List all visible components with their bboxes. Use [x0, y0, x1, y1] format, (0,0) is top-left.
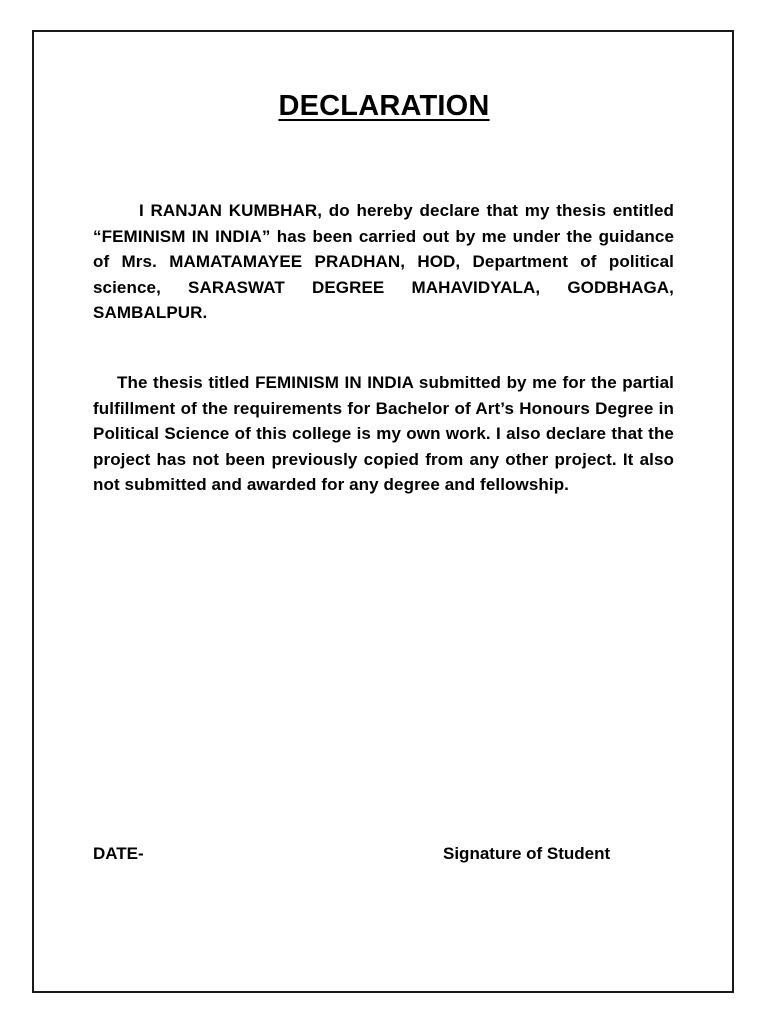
signature-label: Signature of Student: [443, 844, 611, 863]
declaration-paragraph-2: The thesis titled FEMINISM IN INDIA submitted by me for the partial fulfillment of the requirements for Bachelor of Art’s Honours Degree in Political Science of this college is my own work. I also declare that the project has not been previously copied from any other project. It also not submitted and awarded for any degree and fellowship.: [93, 373, 674, 495]
page-title: DECLARATION: [278, 90, 490, 122]
declaration-paragraph-1: I RANJAN KUMBHAR, do hereby declare that my thesis entitled “FEMINISM IN INDIA” has been carried out by me under the guidance of Mrs. MAMATAMAYEE PRADHAN, HOD, Department of political science, SARASWAT DEGREE MAHAVIDYALA, GODBHAGA, SAMBALPUR.: [93, 201, 674, 323]
date-label: DATE-: [93, 844, 144, 863]
